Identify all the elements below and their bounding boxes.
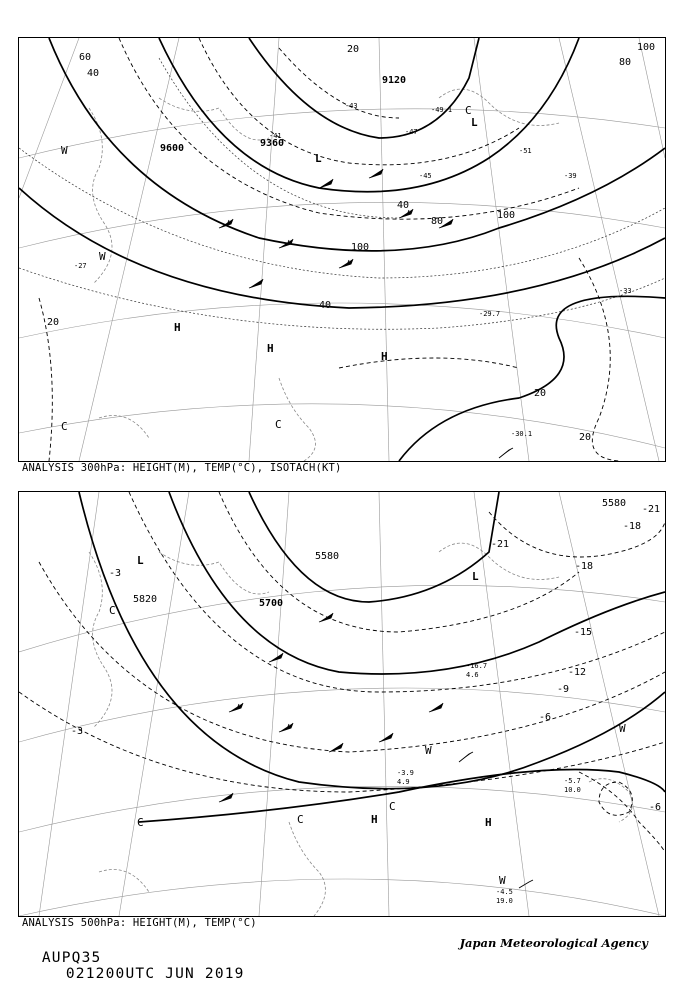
station-value: 10.0 — [564, 786, 581, 794]
agency-name: Japan Meteorological Agency — [459, 936, 648, 950]
isotherm-label: -18 — [575, 561, 594, 572]
temperature-label: -45 — [419, 172, 432, 180]
temperature-label: -49.1 — [431, 106, 453, 114]
valid-time: 021200UTC JUN 2019 — [65, 966, 245, 982]
isotach-label: 100 — [497, 210, 516, 221]
station-value: 19.0 — [496, 897, 513, 905]
chart-identifier — [22, 934, 245, 982]
temperature-label: -27 — [74, 262, 87, 270]
low-pressure-center: L — [315, 152, 322, 165]
isotach-label: 80 — [619, 57, 632, 68]
isotherm-label: -21 — [642, 504, 661, 515]
isotherm-label: -3 — [109, 568, 122, 579]
warm-center: W — [99, 250, 106, 263]
top-chart-caption: ANALYSIS 300hPa: HEIGHT(M), TEMP(°C), ISOTACH(KT) — [22, 462, 342, 474]
high-pressure-center: H — [381, 350, 388, 363]
isotach-label: 20 — [534, 388, 547, 399]
isotherm-label: -15 — [574, 627, 593, 638]
isotherm-label: -9 — [557, 684, 570, 695]
warm-center: W — [619, 722, 626, 735]
high-pressure-center: H — [371, 813, 378, 826]
isotherm-label: -6 — [649, 802, 662, 813]
bottom-chart-caption: ANALYSIS 500hPa: HEIGHT(M), TEMP(°C) — [22, 917, 257, 929]
temperature-label: -33 — [619, 287, 632, 295]
map-300hpa — [18, 37, 666, 462]
isotherm-label: -6 — [539, 712, 552, 723]
height-label: 9120 — [382, 75, 407, 86]
graticule-lines — [19, 492, 665, 916]
station-value: -3.9 — [397, 769, 414, 777]
low-pressure-center: L — [472, 570, 479, 583]
height-label: 5820 — [133, 594, 158, 605]
temperature-label: -47 — [405, 128, 418, 136]
temperature-label: -30.1 — [511, 430, 533, 438]
isotherm-label: -18 — [623, 521, 642, 532]
coastlines — [89, 543, 632, 916]
isotherm-label: -3 — [71, 726, 84, 737]
station-value: -16.7 — [466, 662, 488, 670]
isotach-label: 20 — [347, 44, 360, 55]
temperature-label: -41 — [269, 132, 282, 140]
high-pressure-center: H — [267, 342, 274, 355]
map-500hpa — [18, 491, 666, 917]
height-label: 9360 — [260, 138, 285, 149]
height-label: 5700 — [259, 598, 284, 609]
low-pressure-center: L — [471, 116, 478, 129]
isotach-label: 40 — [319, 300, 332, 311]
isotach-label: 20 — [579, 432, 592, 443]
isotach-label: 20 — [47, 317, 60, 328]
cold-center: C — [389, 800, 396, 813]
station-value: 4.9 — [397, 778, 410, 786]
warm-center: W — [61, 144, 68, 157]
warm-center: W — [499, 874, 506, 887]
warm-center: W — [425, 744, 432, 757]
temperature-label: -43 — [345, 102, 358, 110]
high-pressure-center: H — [174, 321, 181, 334]
isotach-label: 80 — [431, 216, 444, 227]
cold-center: C — [137, 816, 144, 829]
low-pressure-center: L — [137, 554, 144, 567]
isotherm-label: -12 — [568, 667, 587, 678]
isotach-label: 40 — [397, 200, 410, 211]
cold-center: C — [465, 104, 472, 117]
height-contours — [19, 38, 665, 461]
wind-barbs — [219, 169, 516, 458]
isotach-label: 40 — [87, 68, 100, 79]
cold-center: C — [109, 604, 116, 617]
high-pressure-center: H — [485, 816, 492, 829]
isotherm-label: -21 — [491, 539, 510, 550]
height-label: 5580 — [602, 498, 627, 509]
station-value: -5.7 — [564, 777, 581, 785]
height-label: 9600 — [160, 143, 185, 154]
cold-center: C — [275, 418, 282, 431]
station-value: -4.5 — [496, 888, 513, 896]
isotach-label: 60 — [79, 52, 92, 63]
isotherm-contours — [19, 58, 665, 329]
height-label: 5580 — [315, 551, 340, 562]
isotach-label: 100 — [637, 42, 656, 53]
temperature-label: -51 — [519, 147, 532, 155]
cold-center: C — [297, 813, 304, 826]
isotach-label: 100 — [351, 242, 370, 253]
height-contours — [79, 492, 665, 822]
cold-center: C — [61, 420, 68, 433]
chart-code: AUPQ35 — [41, 950, 102, 966]
temperature-label: -39 — [564, 172, 577, 180]
station-value: 4.6 — [466, 671, 479, 679]
temperature-label: -29.7 — [479, 310, 501, 318]
